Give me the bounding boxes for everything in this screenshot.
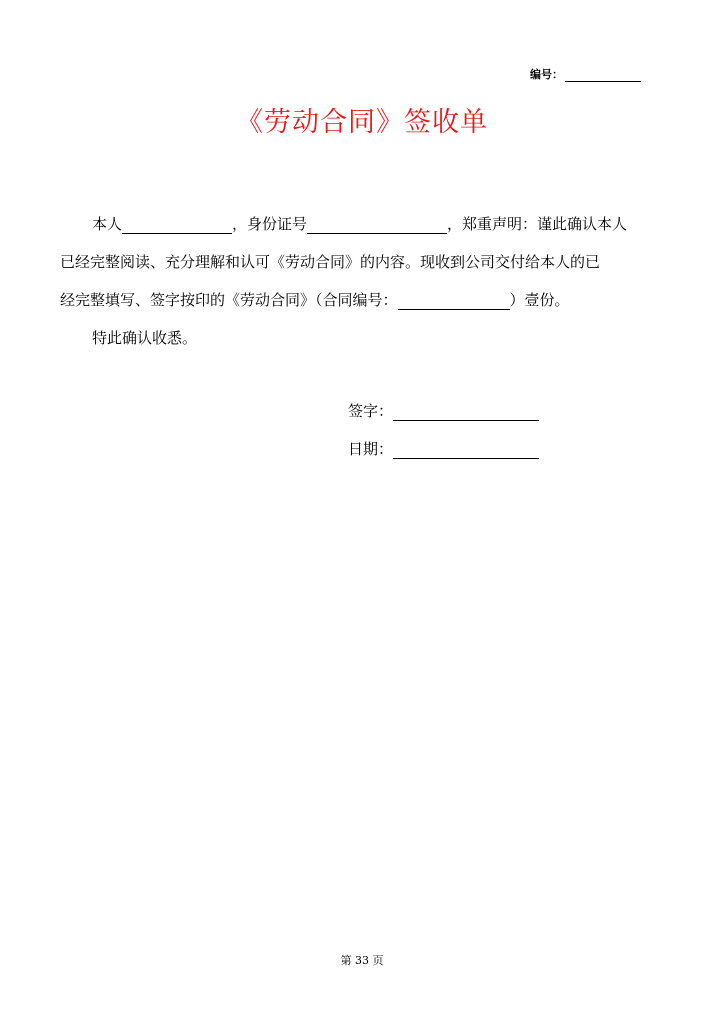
declaration-line3-prefix: 经完整填写、签字按印的《劳动合同》（合同编号：: [60, 291, 398, 309]
id-number-blank[interactable]: [307, 215, 447, 234]
date-blank[interactable]: [393, 440, 539, 459]
document-number: [530, 66, 641, 82]
signature-area: [348, 392, 539, 468]
declaration-line-1: [60, 205, 670, 243]
date-row: [348, 430, 539, 468]
declaration-line1-mid: ，身份证号: [232, 215, 308, 233]
document-number-blank[interactable]: [565, 69, 641, 82]
declaration-line-4: [60, 319, 670, 357]
signature-row: [348, 392, 539, 430]
declaration-line1-prefix: 本人: [92, 215, 123, 233]
page-title: 《劳动合同》签收单: [236, 107, 488, 138]
contract-number-blank[interactable]: [398, 291, 510, 310]
declaration-line-2: [60, 243, 670, 281]
signature-blank[interactable]: [393, 402, 539, 421]
declaration-text: [60, 205, 670, 357]
signature-label: 签字：: [348, 402, 394, 420]
declaration-line3-suffix: ）壹份。: [509, 291, 570, 309]
declaration-line-3: [60, 281, 670, 319]
declaration-line4-text: 特此确认收悉。: [92, 329, 198, 347]
page-number: 第 33 页: [340, 954, 384, 967]
declaration-line1-suffix: ，郑重声明：谨此确认本人: [447, 215, 628, 233]
name-blank[interactable]: [122, 215, 232, 234]
document-number-label: 编号：: [530, 68, 563, 81]
date-label: 日期：: [348, 440, 394, 458]
declaration-line2-text: 已经完整阅读、充分理解和认可《劳动合同》的内容。现收到公司交付给本人的已: [60, 253, 601, 271]
